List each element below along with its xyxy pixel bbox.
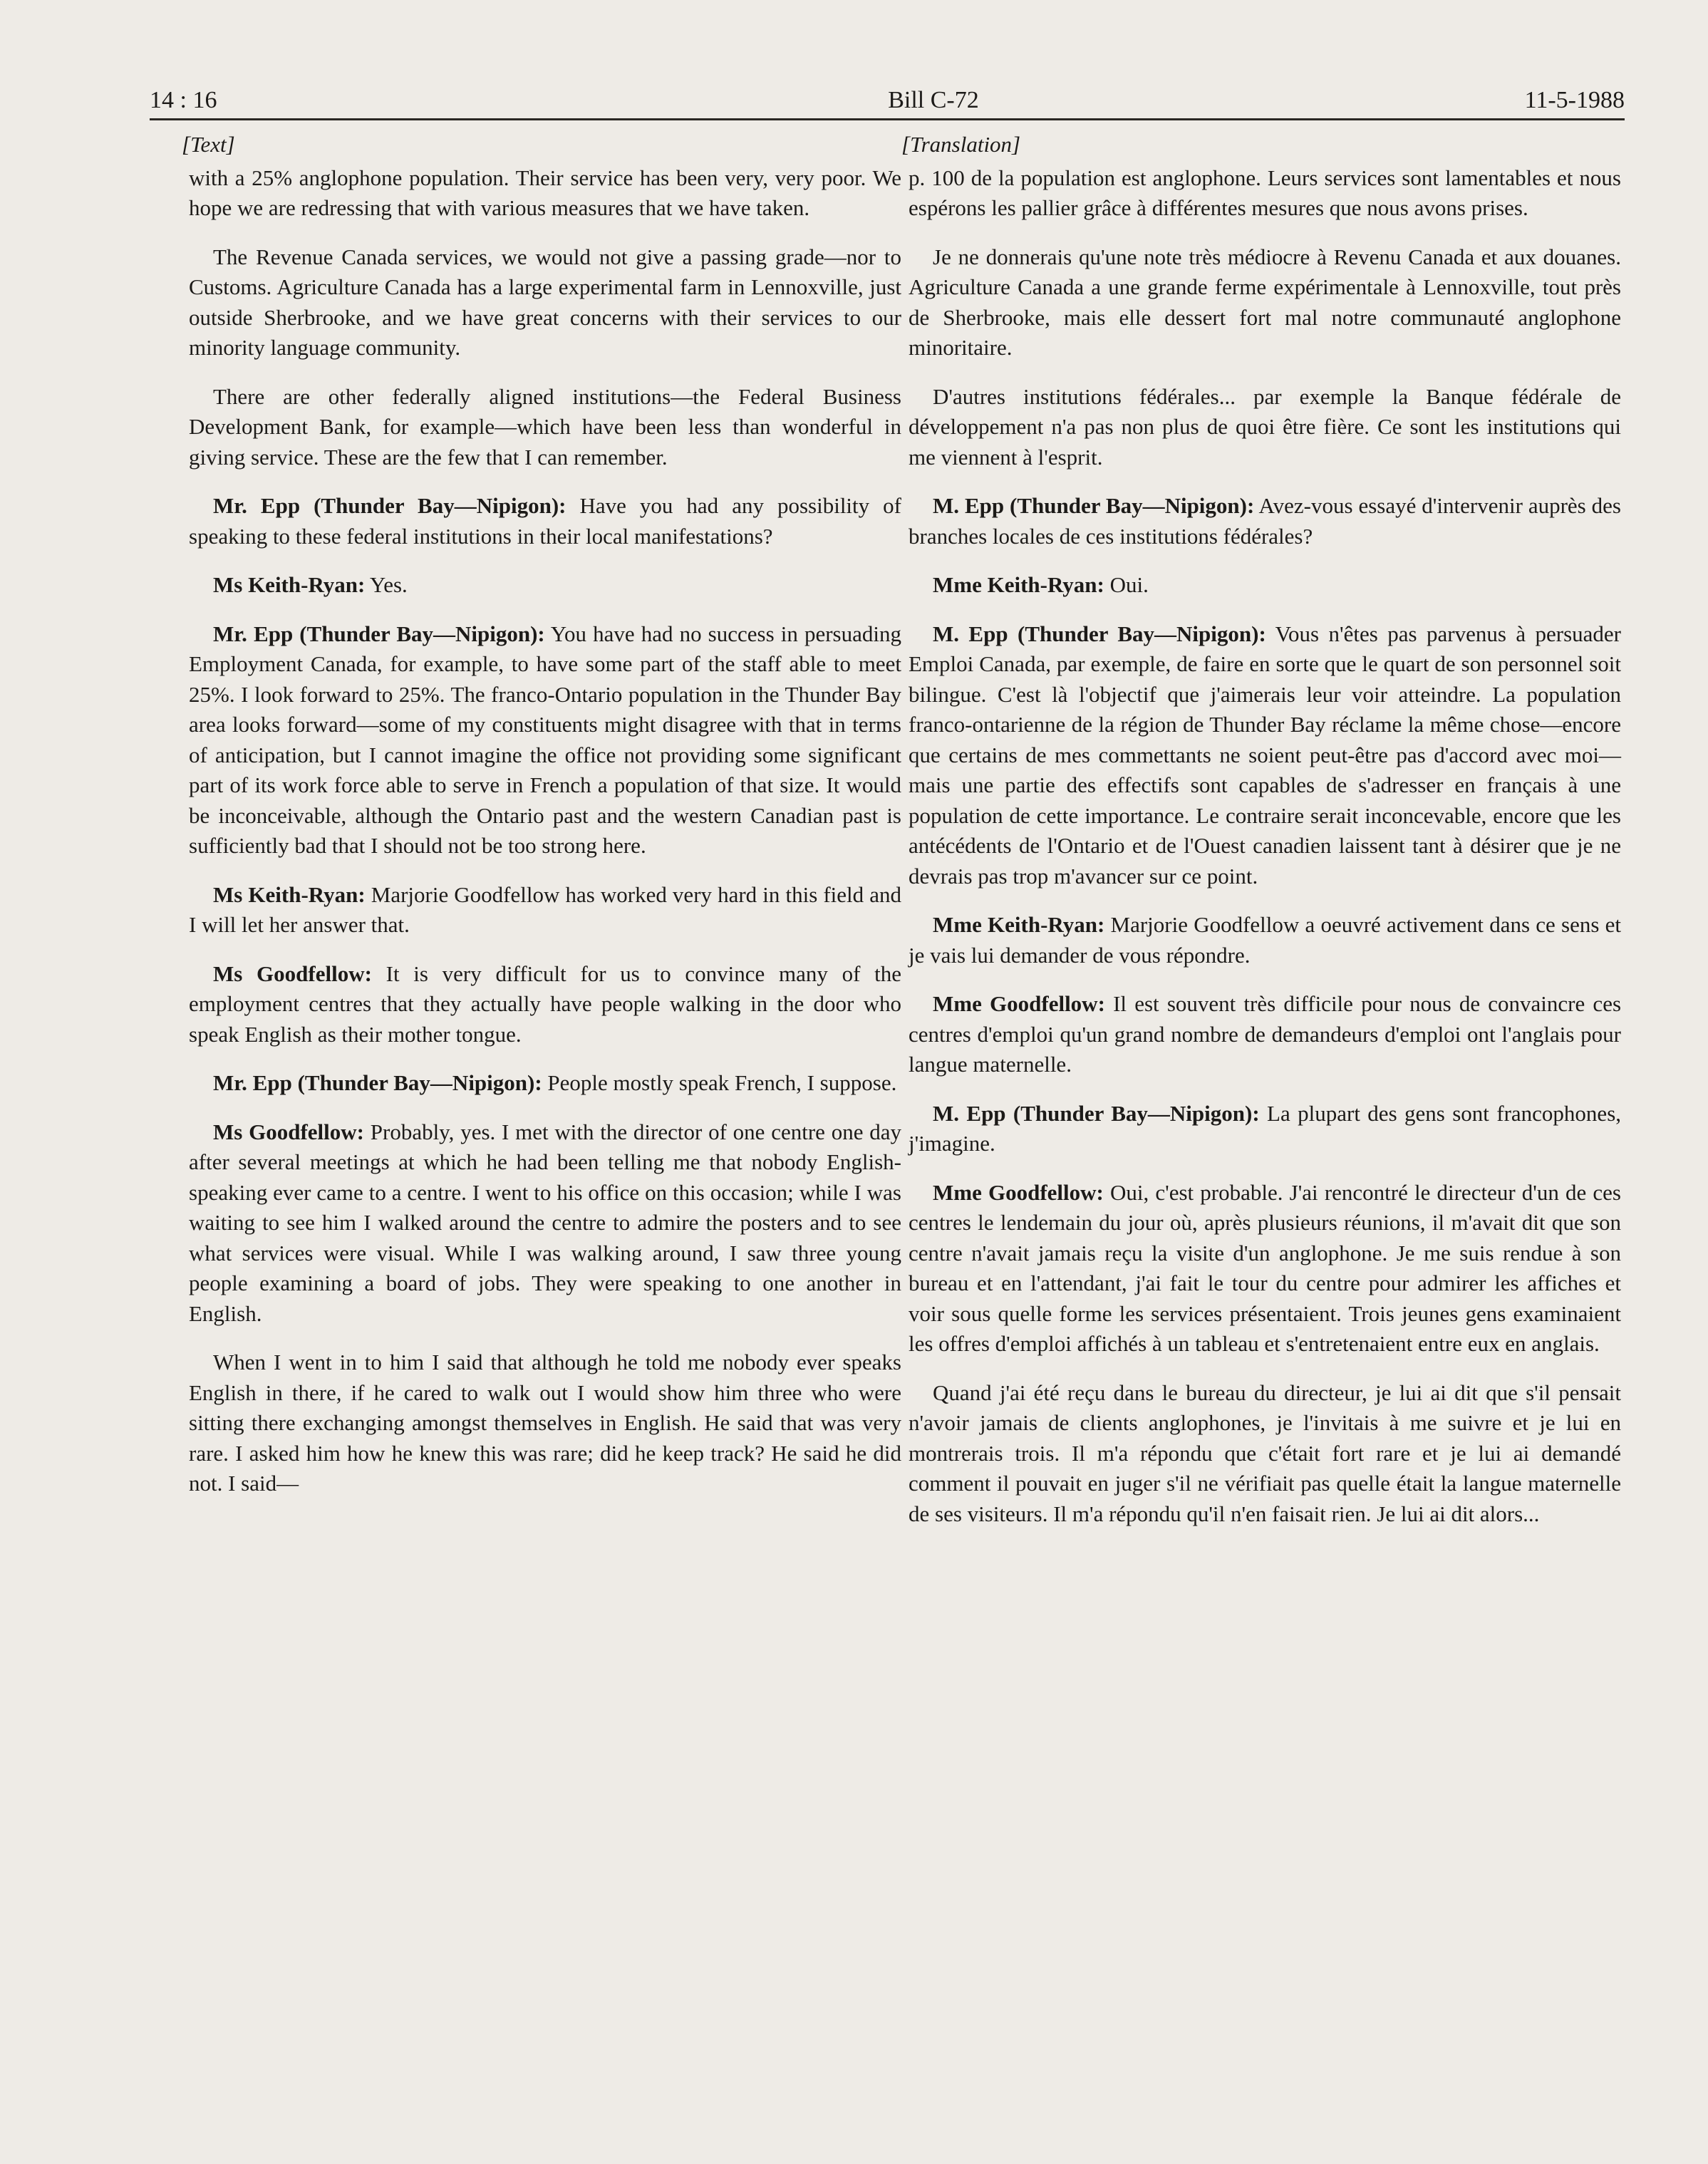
paragraph-text: Probably, yes. I met with the director of one centre one day after several meetings at which he had been telling me that nobody English-speaking ever came to a centre. I went to his office on this occasion; while I was waiting to see him I walked around the centre to admire the posters and to see what services were visual. While I was walking around, I saw three young people examining a board of jobs. They were speaking to one another in English. [189, 1119, 901, 1326]
speaker-name: Mme Keith-Ryan: [933, 572, 1104, 597]
paragraph [189, 1068, 901, 1099]
paragraph-text: People mostly speak French, I suppose. [547, 1070, 897, 1095]
paragraph [189, 1117, 901, 1330]
paragraph [189, 619, 901, 861]
paragraph-text: Oui. [1109, 572, 1149, 597]
paragraph-text: You have had no success in persuading Employment Canada, for example, to have some part of the staff able to meet 25%. I look forward to 25%. The franco-Ontario population in the Thunder Bay area looks forward—some of my constituents might disagree with that in terms of anticipation, but I cannot imagine the office not providing some significant part of its work force able to serve in French a population of that size. It would be inconceivable, although the Ontario past and the western Canadian past is sufficiently bad that I should not be too strong here. [189, 621, 901, 858]
paragraph-text: There are other federally aligned institutions—the Federal Business Development Bank, for example—which have been less than wonderful in giving service. These are the few that I can remember. [189, 383, 901, 470]
paragraph [909, 619, 1621, 892]
paragraph-text: Marjorie Goodfellow a oeuvré activement dans ce sens et je vais lui demander de vous répondre. [909, 912, 1621, 968]
bill-title: Bill C-72 [888, 87, 979, 113]
column-label-text: [Text] [182, 132, 235, 157]
paragraph [189, 242, 901, 363]
paragraph-text: The Revenue Canada services, we would not give a passing grade—nor to Customs. Agriculture Canada has a large experimental farm in Lennoxville, just outside Sherbrooke, and we have great concerns with their services to our minority language community. [189, 244, 901, 360]
paragraph-text: Marjorie Goodfellow has worked very hard in this field and I will let her answer that. [189, 881, 902, 937]
paragraph [909, 242, 1621, 363]
paragraph-text: with a 25% anglophone population. Their service has been very, very poor. We hope we are redressing that with various measures that we have taken. [189, 165, 901, 220]
speaker-name: M. Epp (Thunder Bay—Nipigon): [933, 493, 1255, 518]
paragraph [189, 491, 901, 552]
paragraph [189, 959, 901, 1050]
paragraph [189, 163, 901, 224]
paragraph [909, 382, 1621, 473]
paragraph [909, 163, 1621, 224]
paragraph [909, 1099, 1621, 1159]
speaker-name: M. Epp (Thunder Bay—Nipigon): [933, 1100, 1260, 1126]
speaker-name: Ms Goodfellow: [213, 1119, 364, 1144]
paragraph-text: Vous n'êtes pas parvenus à persuader Emploi Canada, par exemple, de faire en sorte que le quart de son personnel soit bilingue. C'est là l'objectif que j'aimerais leur voir atteindre. La population franco-ontarienne de la région de Thunder Bay réclame la même chose—encore que certains de mes commettants ne soient peut-être pas d'accord avec moi—mais une partie des effectifs sont capables de s'adresser en français à une population de cette importance. Le contraire serait inconcevable, encore que les antécédents de l'Ontario et de l'Ouest canadien laissent tant à désirer que je ne devrais pas trop m'avancer sur ce point. [909, 621, 1621, 889]
speaker-name: Mr. Epp (Thunder Bay—Nipigon): [213, 493, 566, 518]
speaker-name: Mr. Epp (Thunder Bay—Nipigon): [213, 1070, 542, 1095]
english-column [182, 130, 902, 1518]
paragraph [909, 910, 1621, 970]
paragraph-text: Yes. [369, 572, 408, 597]
paragraph [909, 570, 1621, 601]
paragraph [909, 1178, 1621, 1360]
page-header [150, 78, 1625, 120]
speaker-name: Ms Keith-Ryan: [213, 572, 366, 597]
speaker-name: Mr. Epp (Thunder Bay—Nipigon): [213, 621, 545, 646]
paragraph [909, 491, 1621, 552]
paragraph [909, 989, 1621, 1080]
paragraph [189, 1347, 901, 1499]
paragraph [909, 1378, 1621, 1530]
speaker-name: Mme Goodfellow: [933, 991, 1105, 1016]
paragraph [189, 570, 901, 601]
paragraph-text: Have you had any possibility of speaking to these federal institutions in their local manifestations? [189, 493, 901, 549]
paragraph-text: Oui, c'est probable. J'ai rencontré le directeur d'un de ces centres le lendemain du jour où, après plusieurs réunions, il m'avait dit que son centre n'avait jamais reçu la visite d'un anglophone. Je me suis rendue à son bureau et en l'attendant, j'ai fait le tour du centre pour admirer les affiches et voir sous quelle forme les services présentaient. Trois jeunes gens examinaient les offres d'emploi affichés à un tableau et s'entretenaient entre eux en anglais. [909, 1179, 1621, 1356]
paragraph-text: p. 100 de la population est anglophone. Leurs services sont lamentables et nous espérons les pallier grâce à différentes mesures que nous avons prises. [909, 165, 1621, 220]
paragraph-text: Il est souvent très difficile pour nous de convaincre ces centres d'emploi qu'un grand nombre de demandeurs d'emploi ont l'anglais pour langue maternelle. [909, 991, 1622, 1077]
paragraph [189, 382, 901, 473]
header-date: 11-5-1988 [1524, 87, 1625, 113]
page-number: 14 : 16 [150, 87, 217, 113]
speaker-name: Ms Goodfellow: [213, 961, 372, 986]
paragraph-text: D'autres institutions fédérales... par exemple la Banque fédérale de développement n'a pas non plus de quoi être fière. Ce sont les institutions qui me viennent à l'esprit. [909, 383, 1621, 470]
paragraph-text: Quand j'ai été reçu dans le bureau du directeur, je lui ai dit que s'il pensait n'avoir jamais de clients anglophones, je l'invitais à me suivre et je lui en montrerais trois. Il m'a répondu que c'était fort rare et je lui ai demandé comment il pouvait en juger s'il ne vérifiait pas quelle était la langue maternelle de ses visiteurs. Il m'a répondu qu'il n'en faisait rien. Je lui ai dit alors... [909, 1379, 1621, 1526]
paragraph-text: La plupart des gens sont francophones, j'imagine. [909, 1100, 1622, 1156]
speaker-name: M. Epp (Thunder Bay—Nipigon): [933, 621, 1266, 646]
speaker-name: Ms Keith-Ryan: [213, 881, 366, 907]
paragraph [189, 880, 901, 941]
paragraph-text: It is very difficult for us to convince many of the employment centres that they actually have people walking in the door who speak English as their mother tongue. [189, 961, 901, 1047]
speaker-name: Mme Goodfellow: [933, 1179, 1104, 1205]
french-column [901, 130, 1622, 1548]
paragraph-text: Je ne donnerais qu'une note très médiocre à Revenu Canada et aux douanes. Agriculture Canada a une grande ferme expérimentale à Lennoxville, tout près de Sherbrooke, mais elle dessert fort mal notre communauté anglophone minoritaire. [909, 244, 1621, 360]
paragraph-text: Avez-vous essayé d'intervenir auprès des branches locales de ces institutions fédérales? [909, 493, 1621, 549]
speaker-name: Mme Keith-Ryan: [933, 912, 1105, 937]
column-label-translation: [Translation] [901, 132, 1021, 157]
paragraph-text: When I went in to him I said that although he told me nobody ever speaks English in there, if he cared to walk out I would show him three who were sitting there exchanging amongst themselves in English. He said that was very rare. I asked him how he knew this was rare; did he keep track? He said he did not. I said— [189, 1350, 901, 1496]
